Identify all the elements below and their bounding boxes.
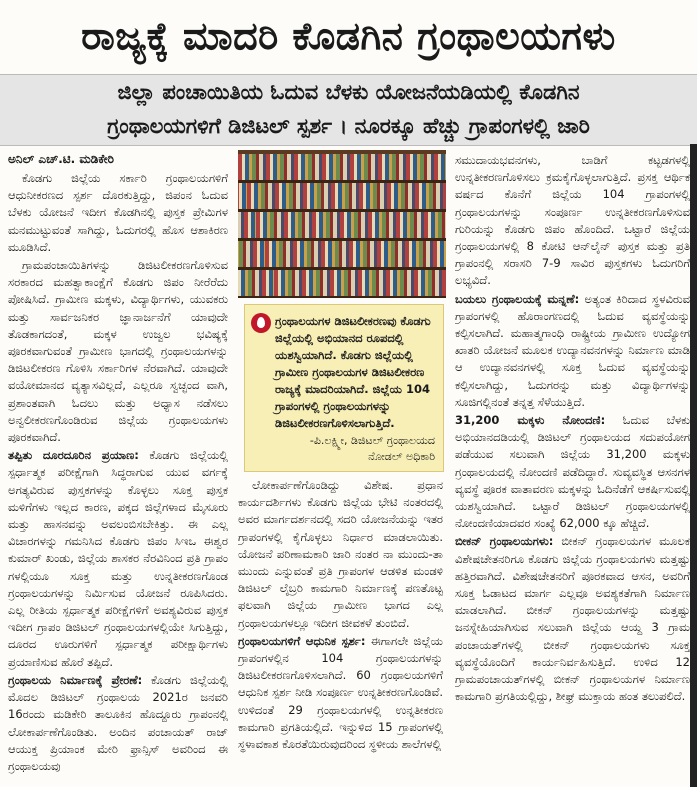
section-heading: ಗ್ರಂಥಾಲಯಗಳಿಗೆ ಆಧುನಿಕ ಸ್ಪರ್ಶ: <box>238 633 366 648</box>
pull-quote-source-role: ನೋಡಲ್ ಅಧಿಕಾರಿ <box>368 450 435 463</box>
shelf-board <box>238 296 446 298</box>
article-section <box>238 633 443 753</box>
section-text: ಓದುವ ಬೆಳಕು ಅಭಿಯಾನದಡಿಯಲ್ಲಿ ಡಿಜಿಟಲ್ ಗ್ರಂಥಾಲಯದ ಸದುಪಯೋಗ ಪಡೆಯುವ ಸಲುವಾಗಿ ಜಿಲ್ಲೆಯ 31,200 ಮಕ್ಕಳು ಗ್ರಂಥಾಲಯದಲ್ಲಿ ನೋಂದಣಿ ಪಡೆದಿದ್ದಾರೆ. ಸುವ್ಯವಸ್ಥಿತ ಆಸನಗಳ ವ್ಯವಸ್ಥೆ ಪೂರಕ ವಾತಾವರಣ ಮಕ್ಕಳನ್ನು ಓದಿನೆಡೆಗೆ ಆಕರ್ಷಿಸುವಲ್ಲಿ ಯಶಸ್ವಿಯಾಗಿದೆ. ಒಟ್ಟಾರೆ ಡಿಜಿಟಲ್ ಗ್ರಂಥಾಲಯಗಳಲ್ಲಿ ನೋಂದಣಿಯಾದವರ ಸಂಖ್ಯೆ 62,000 ಕ್ಕೂ ಹೆಚ್ಚಿದೆ. <box>455 413 690 531</box>
byline: ಅನಿಲ್ ಎಚ್.ಟಿ. ಮಡಿಕೇರಿ <box>8 152 114 166</box>
section-heading: 31,200 ಮಕ್ಕಳು ನೋಂದಣಿ: <box>455 413 606 428</box>
section-heading: ತಪ್ಪಿತು ದೂರದೂರಿನ ಪ್ರಯಾಣ: <box>8 448 139 463</box>
section-heading: ಬೀಕನ್ ಗ್ರಂಥಾಲಯಗಳು: <box>455 534 554 549</box>
subheadline-line: ಗ್ರಂಥಾಲಯಗಳಿಗೆ ಡಿಜಿಟಲ್ ಸ್ಪರ್ಶ । ನೂರಕ್ಕೂ ಹೆಚ್ಚು ಗ್ರಾಪಂಗಳಲ್ಲಿ ಜಾರಿ <box>107 114 590 138</box>
article-paragraph: ಗ್ರಾಮಪಂಚಾಯಿತಿಗಳನ್ನು ಡಿಜಿಟಲೀಕರಣಗೊಳಿಸುವ ಸರಕಾರದ ಮಹತ್ವಾಕಾಂಕ್ಷೆಗೆ ಕೊಡಗು ಜಿಪಂ ನೀರೆರೆದು ಪೋಷಿಸಿದೆ. ಗ್ರಾಮೀಣ ಮಕ್ಕಳು, ವಿದ್ಯಾರ್ಥಿಗಳು, ಯುವಕರು ಮತ್ತು ಸಾರ್ವಜನಿಕರ ಜ್ಞಾನಾರ್ಜನೆಗೆ ಯಾವುದೇ ತೊಡಕಾಗದಂತೆ, ಮಕ್ಕಳ ಉಜ್ವಲ ಭವಿಷ್ಯಕ್ಕೆ ಪೂರಕವಾಗುವಂತೆ ಗ್ರಾಮೀಣ ಭಾಗದಲ್ಲಿ ಗ್ರಂಥಾಲಯಗಳನ್ನು ಡಿಜಿಟಲೀಕರಣ ಗೊಳಿಸಿ ಸರ್ಕಾರಿಗಳ ನೆರವಾಗಿದೆ. ಯಾವುದೇ ವಯೋಮಾನದ ವ್ಯತ್ಯಾಸವಿಲ್ಲದೆ, ಎಲ್ಲರೂ ಸ್ವಚ್ಛಂದ ವಾಗಿ, ಪ್ರಶಾಂತವಾಗಿ ಓದಲು ಮತ್ತು ಅಧ್ಯಾಸ ನಡೆಸಲು ಅನ್ವಲೀಕರಣಗೊಂಡಿರುವ ಜಿಲ್ಲೆಯ ಗ್ರಂಥಾಲಯಗಳು ಪೂರಕವಾಗಿದೆ. <box>8 258 228 445</box>
headline: ರಾಜ್ಯಕ್ಕೆ ಮಾದರಿ ಕೊಡಗಿನ ಗ್ರಂಥಾಲಯಗಳು <box>81 14 616 58</box>
book-row <box>238 154 446 180</box>
section-text: ಕೊಡಗು ಜಿಲ್ಲೆಯಲ್ಲಿ ಮೊದಲ ಡಿಜಿಟಲ್ ಗ್ರಂಥಾಲಯ 2021ರ ಜನವರಿ 16ರಂದು ಮಡಿಕೇರಿ ತಾಲೂಕಿನ ಹೊದ್ದೂರು ಗ್ರಾಪಂನಲ್ಲಿ ಲೋಕಾರ್ಪಣೆಗೊಂಡಿತು. ಅಂದಿನ ಪಂಚಾಯತ್ ರಾಜ್ ಆಯುಕ್ತ ಪ್ರಿಯಾಂಕ ಮೇರಿ ಫ್ರಾನ್ಸಿಸ್ ಅವರಿಂದ ಈ ಗ್ರಂಥಾಲಯವು <box>8 672 228 773</box>
article-column-1 <box>8 170 228 787</box>
adjacent-page-edge <box>690 144 697 787</box>
pull-quote-source-name: -ಪಿ.ಲಕ್ಷ್ಮೀ, ಡಿಜಿಟಲ್ ಗ್ರಂಥಾಲಯದ <box>309 434 435 447</box>
article-paragraph: ಸಮುದಾಯಭವನಗಳು, ಬಾಡಿಗೆ ಕಟ್ಟಡಗಳಲ್ಲಿ ಉನ್ನತೀಕರಣಗೊಳಿಸಲು ಕ್ರಮಕೈಗೊಳ್ಳಲಾಗುತ್ತಿದೆ. ಪ್ರಸಕ್ತ ಆರ್ಥಿಕ ವರ್ಷದ ಕೊನೆಗೆ ಜಿಲ್ಲೆಯ 104 ಗ್ರಾಪಂಗಳಲ್ಲಿ ಗ್ರಂಥಾಲಯಗಳನ್ನು ಸಂಪೂರ್ಣ ಉನ್ನತೀಕರಣಗೊಳಿಸುವ ಗುರಿಯನ್ನು ಕೊಡಗು ಜಿಪಂ ಹೊಂದಿದೆ. ಒಟ್ಟಾರೆ ಜಿಲ್ಲೆಯ ಗ್ರಂಥಾಲಯಗಳಲ್ಲಿ 8 ಕೋಟಿ ಆನ್‌ಲೈನ್ ಪುಸ್ತಕ ಮತ್ತು ಪ್ರತಿ ಗ್ರಾಪಂನಲ್ಲಿ ಸರಾಸರಿ 7-9 ಸಾವಿರ ಪುಸ್ತಕಗಳು ಓದುಗರಿಗೆ ಲಭ್ಯವಿದೆ. <box>455 153 690 288</box>
article-section <box>455 533 690 705</box>
book-row <box>238 241 446 267</box>
article-paragraph: ಕೊಡಗು ಜಿಲ್ಲೆಯ ಸರ್ಕಾರಿ ಗ್ರಂಥಾಲಯಗಳಿಗೆ ಆಧುನೀಕರಣದ ಸ್ಪರ್ಶ ದೊರಕುತ್ತಿದ್ದು, ಜಿಪಂನ ಓದುವ ಬೆಳಕು ಯೋಜನೆ ಇದೀಗ ಕೊಡಗಿನಲ್ಲಿ ಪುಸ್ತಕ ಪ್ರೇಮಿಗಳ ಮನಮುಟ್ಟುವಂತೆ ಸಾಗಿದ್ದು, ಓದುಗರಲ್ಲಿ ಹೊಸ ಆಶಾಕಿರಣ ಮೂಡಿಸಿದೆ. <box>8 171 228 254</box>
article-column-2 <box>238 477 443 787</box>
subheadline <box>0 74 697 146</box>
article-section <box>455 412 690 532</box>
article-section <box>8 672 228 775</box>
section-text: ಬೀಕನ್ ಗ್ರಂಥಾಲಯಗಳ ಮೂಲಕ ವಿಶೇಷಚೇತನರಿಗೂ ಕೊಡಗು ಜಿಲ್ಲೆಯ ಗ್ರಂಥಾಲಯಗಳು ಮತ್ತಷ್ಟು ಹತ್ತಿರವಾಗಿದೆ. ವಿಶೇಷಚೇತನರಿಗೆ ಪೂರಕವಾದ ಆಸನ, ಅವರಿಗೆ ಸೂಕ್ತ ಓಡಾಟದ ಮಾರ್ಗ ಎಲ್ಲವೂ ಅವಶ್ಯಕತೆಗಾಗಿ ನಿರ್ಮಾಣ ಮಾಡಲಾಗಿದೆ. ಬೀಕನ್ ಗ್ರಂಥಾಲಯಗಳನ್ನು ಮತ್ತಷ್ಟು ಜನಸ್ನೇಹಿಯಾಗಿಸುವ ಸಲುವಾಗಿ ಜಿಲ್ಲೆಯ ಆಯ್ದ 3 ಗ್ರಾಮ ಪಂಚಾಯತ್‌ಗಳಲ್ಲಿ ಬೀಕನ್ ಗ್ರಂಥಾಲಯಗಳು ಸೂಕ್ತ ವ್ಯವಸ್ಥೆಯೊಂದಿಗೆ ಕಾರ್ಯನಿರ್ವಹಿಸುತ್ತಿದೆ. ಉಳಿದ 12 ಗ್ರಾಮಪಂಚಾಯತ್‌ಗಳಲ್ಲಿ ಬೀಕನ್ ಗ್ರಂಥಾಲಯಗಳ ನಿರ್ಮಾಣ ಕಾಮಗಾರಿ ಪ್ರಗತಿಯಲ್ಲಿದ್ದು, ಶೀಘ್ರ ಮುಕ್ತಾಯ ಹಂತ ತಲುಪಲಿದೆ. <box>455 534 690 704</box>
section-text: ಅತ್ಯಂತ ಕಿರಿದಾದ ಸ್ಥಳವಿರುವ ಗ್ರಾಪಂಗಳಲ್ಲಿ ಹೊರಾಂಗಣದಲ್ಲಿ ಓದುವ ವ್ಯವಸ್ಥೆಯನ್ನು ಕಲ್ಪಿಸಲಾಗಿದೆ. ಮಹಾತ್ಮಗಾಂಧಿ ರಾಷ್ಟ್ರೀಯ ಗ್ರಾಮೀಣ ಉದ್ಯೋಗ ಖಾತರಿ ಯೋಜನೆ ಮೂಲಕ ಉದ್ಯಾನವನಗಳನ್ನು ನಿರ್ಮಾಣ ಮಾಡಿ ಆ ಉದ್ಯಾನವನಗಳಲ್ಲಿ ಸೂಕ್ತ ಓದುವ ವ್ಯವಸ್ಥೆಯನ್ನು ಕಲ್ಪಿಸಲಾಗಿದ್ದು, ಓದುಗರನ್ನು ಮತ್ತು ವಿದ್ಯಾರ್ಥಿಗಳನ್ನು ಸೂಜಿಗಲ್ಲಿನಂತೆ ತನ್ನತ್ತ ಸೆಳೆಯುತ್ತಿದೆ. <box>455 291 690 409</box>
section-text: ಕೊಡಗು ಜಿಲ್ಲೆಯಲ್ಲಿ ಸ್ಪರ್ಧಾತ್ಮಕ ಪರೀಕ್ಷೆಗಾಗಿ ಸಿದ್ಧರಾಗುವ ಯುವ ವರ್ಗಕ್ಕೆ ಅಗತ್ಯವಿರುವ ಪುಸ್ತಕಗಳನ್ನು ಕೊಳ್ಳಲು ಸೂಕ್ತ ಪುಸ್ತಕ ಮಳಿಗೆಗಳು ಇಲ್ಲದ ಕಾರಣ, ಪಕ್ಕದ ಜಿಲ್ಲೆಗಳಾದ ಮೈಸೂರು ಮತ್ತು ಹಾಸನವನ್ನು ಅವಲಂಬಿಸಬೇಕಿತ್ತು. ಈ ಎಲ್ಲ ವಿಚಾರಗಳನ್ನು ಗಮನಿಸಿದ ಕೊಡಗು ಜಿಪಂ ಸಿಇಒ ಈಶ್ವರ ಕುಮಾರ್ ಖಂಡು, ಜಿಲ್ಲೆಯ ಶಾಸಕರ ನೆರವಿನಿಂದ ಪ್ರತಿ ಗ್ರಾಪಂ ಗಳಲ್ಲಿಯೂ ಸೂಕ್ತ ಮತ್ತು ಉನ್ನತೀಕರಣಗೊಂಡ ಗ್ರಂಥಾಲಯಗಳನ್ನು ನಿರ್ಮಿಸುವ ಯೋಜನೆ ರೂಪಿಸಿದರು. ಎಲ್ಲ ರೀತಿಯ ಸ್ಪರ್ಧಾತ್ಮಕ ಪರೀಕ್ಷೆಗಳಿಗೆ ಅವಶ್ಯವಿರುವ ಪುಸ್ತಕ ಇದೀಗ ಗ್ರಾಪಂ ಡಿಜಿಟಲ್ ಗ್ರಂಥಾಲಯಗಳಲ್ಲಿಯೇ ಸಿಗುತ್ತಿದ್ದು, ದೂರದ ಊರುಗಳಿಗೆ ಸ್ಪರ್ಧಾತ್ಮಕ ಪರೀಕ್ಷಾರ್ಥಿಗಳು ಪ್ರಯಾಣಿಸುವ ಹೊರೆ ತಪ್ಪಿದೆ. <box>8 448 228 669</box>
pull-quote-text: ಗ್ರಂಥಾಲಯಗಳ ಡಿಜಿಟಲೀಕರಣವು ಕೊಡಗು ಜಿಲ್ಲೆಯಲ್ಲಿ ಅಭಿಯಾನದ ರೂಪದಲ್ಲಿ ಯಶಸ್ವಿಯಾಗಿದೆ. ಕೊಡಗು ಜಿಲ್ಲೆಯಲ್ಲಿ ಗ್ರಾಮೀಣ ಗ್ರಂಥಾಲಯಗಳ ಡಿಜಿಟಲೀಕರಣ ರಾಜ್ಯಕ್ಕೆ ಮಾದರಿಯಾಗಿದೆ. ಜಿಲ್ಲೆಯ 104 ಗ್ರಾಪಂಗಳಲ್ಲಿ ಗ್ರಂಥಾಲಯಗಳನ್ನು ಡಿಜಿಟಲೀಕರಣಗೊಳಿಸಲಾಗುತ್ತಿದೆ. <box>275 314 431 430</box>
section-heading: ಗ್ರಂಥಾಲಯ ನಿರ್ಮಾಣಕ್ಕೆ ಪ್ರೇರಣೆ: <box>8 672 143 687</box>
library-bookshelf-photo <box>238 150 446 298</box>
book-row <box>238 270 446 296</box>
pull-quote <box>244 304 444 472</box>
article-paragraph: ಲೋಕಾರ್ಪಣೆಗೊಂಡಿದ್ದು ವಿಶೇಷ. ಪ್ರಧಾನ ಕಾರ್ಯದರ್ಶಿಗಳು ಕೊಡಗು ಜಿಲ್ಲೆಯ ಭೇಟಿ ನಂತರದಲ್ಲಿ ಅವರ ಮಾರ್ಗದರ್ಶನದಲ್ಲಿ ಸದರಿ ಯೋಜನೆಯನ್ನು ಇತರ ಗ್ರಾಪಂಗಳಲ್ಲಿ ಕೈಗೊಳ್ಳಲು ನಿರ್ಧಾರ ಮಾಡಲಾಯಿತು. ಯೋಜನೆ ಪರಿಣಾಮಕಾರಿ ಜಾರಿ ನಂತರ ನಾ ಮುಂದು-ತಾ ಮುಂದು ಎನ್ನುವಂತೆ ಪ್ರತಿ ಗ್ರಾಪಂಗಳ ಆಡಳಿತ ಮಂಡಳಿ ಡಿಜಿಟಲ್ ಲೈಬ್ರರಿ ಕಾಮಗಾರಿ ನಿರ್ಮಾಣಕ್ಕೆ ಪಣತೊಟ್ಟ ಫಲವಾಗಿ ಜಿಲ್ಲೆಯ ಗ್ರಾಮೀಣ ಭಾಗದ ಎಲ್ಲ ಗ್ರಂಥಾಲಯಗಳಲ್ಲೂ ಇದೀಗ ಜೀವಕಳೆ ತುಂಬಿದೆ. <box>238 478 443 630</box>
book-row <box>238 183 446 209</box>
subheadline-line: ಜಿಲ್ಲಾ ಪಂಚಾಯಿತಿಯ ಓದುವ ಬೆಳಕು ಯೋಜನೆಯಡಿಯಲ್ಲಿ ಕೊಡಗಿನ <box>117 80 580 104</box>
quote-marker-icon <box>251 313 271 333</box>
book-row <box>238 212 446 238</box>
article-section <box>8 447 228 671</box>
pull-quote-source <box>255 433 435 465</box>
article-section <box>455 291 690 411</box>
article-column-3 <box>455 152 690 787</box>
section-text: ಈಗಾಗಲೇ ಜಿಲ್ಲೆಯ ಗ್ರಾಪಂಗಳಲ್ಲಿನ 104 ಗ್ರಂಥಾಲಯಗಳನ್ನು ಡಿಜಿಟಲೀಕರಣಗೊಳಿಸಲಾಗಿದೆ. 60 ಗ್ರಂಥಾಲಯಗಳಿಗೆ ಆಧುನಿಕ ಸ್ಪರ್ಶ ನೀಡಿ ಸಂಪೂರ್ಣ ಉನ್ನತೀಕರಣಗೊಂಡಿವೆ. ಉಳಿದಂತೆ 29 ಗ್ರಂಥಾಲಯಗಳಲ್ಲಿ ಉನ್ನತೀಕರಣ ಕಾಮಗಾರಿ ಪ್ರಗತಿಯಲ್ಲಿದೆ. ಇನ್ನುಳಿದ 15 ಗ್ರಾಪಂಗಳಲ್ಲಿ ಸ್ಥಳಾವಕಾಶ ಕೊರತೆಯಿರುವುದರಿಂದ ಸ್ಥಳೀಯ ಶಾಲೆಗಳಲ್ಲಿ <box>238 633 443 752</box>
section-heading: ಬಯಲು ಗ್ರಂಥಾಲಯಕ್ಕೆ ಮನ್ನಣೆ: <box>455 291 580 306</box>
